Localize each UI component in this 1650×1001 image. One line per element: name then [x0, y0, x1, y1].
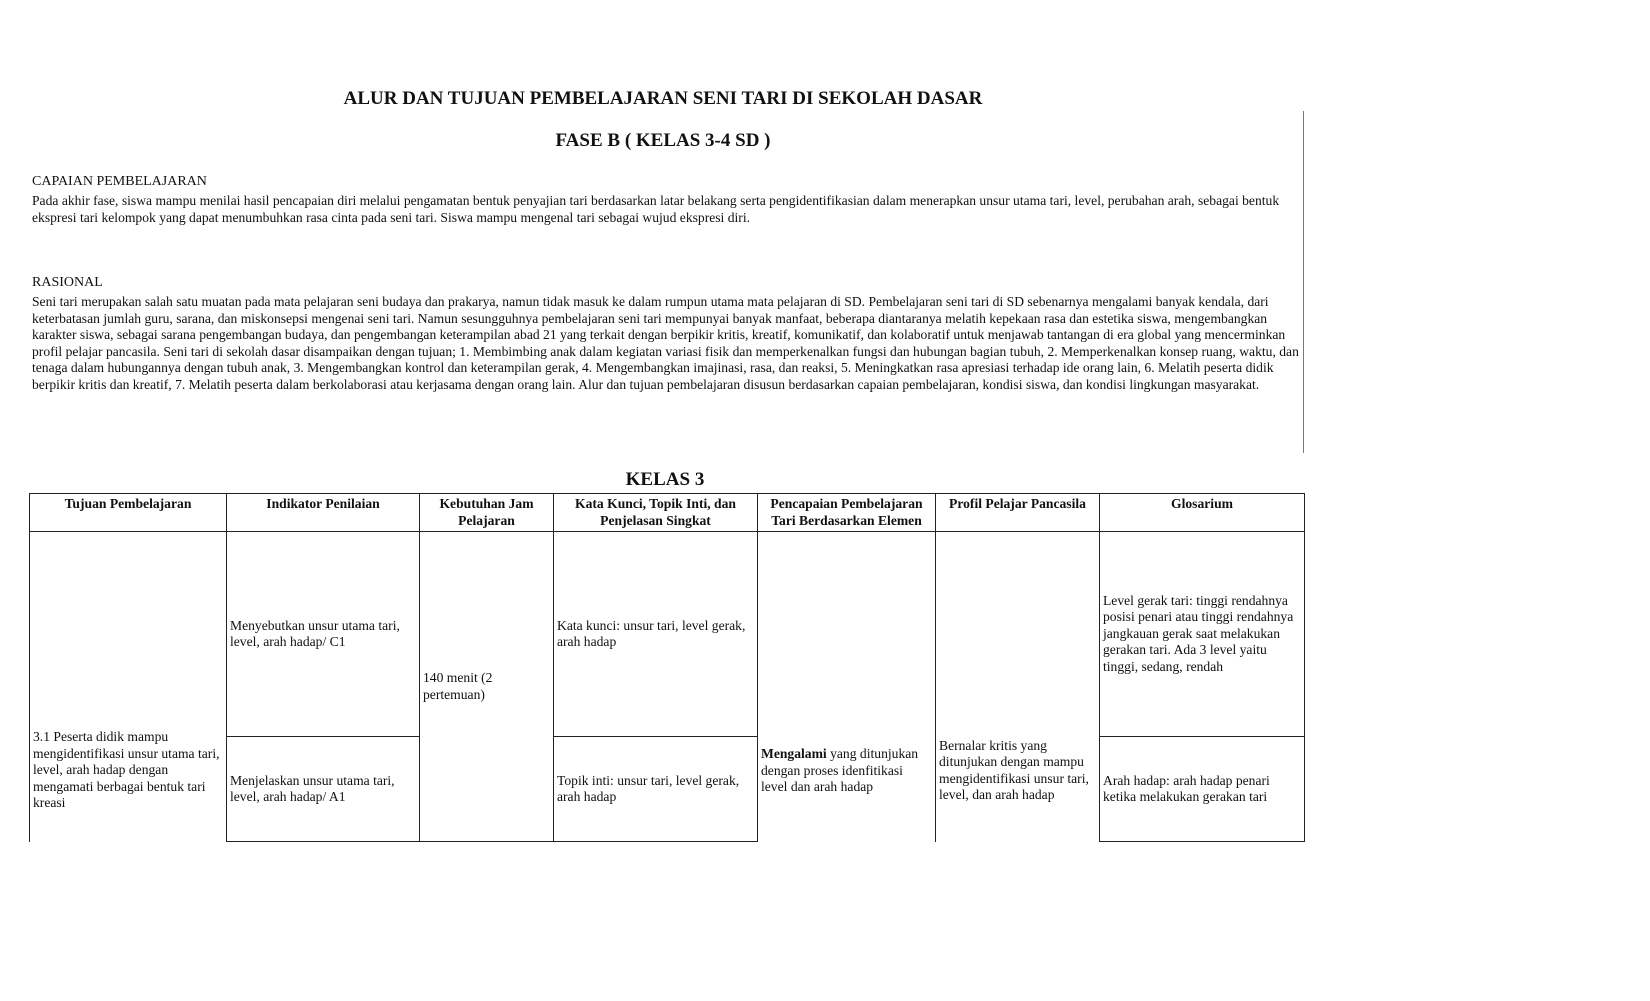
cell-tujuan: 3.1 Peserta didik mampu mengidentifikasi unsur utama tari, level, arah hadap dengan mengamati berbagai bentuk tari kreasi [30, 532, 227, 842]
table-header-row [30, 494, 1305, 532]
header-tujuan: Tujuan Pembelajaran [30, 494, 227, 532]
learning-objectives-table [29, 493, 1305, 842]
cell-pencapaian [758, 532, 936, 842]
cell-jam: 140 menit (2 pertemuan) [420, 532, 554, 842]
pencapaian-emphasis: Mengalami [761, 746, 827, 761]
header-glosarium: Glosarium [1100, 494, 1305, 532]
cell-profil: Bernalar kritis yang ditunjukan dengan mampu mengidentifikasi unsur tari, level, dan arah hadap [936, 532, 1100, 842]
cell-indikator-2: Menjelaskan unsur utama tari, level, arah hadap/ A1 [227, 737, 420, 842]
header-indikator: Indikator Penilaian [227, 494, 420, 532]
header-profil: Profil Pelajar Pancasila [936, 494, 1100, 532]
header-jam: Kebutuhan Jam Pelajaran [420, 494, 554, 532]
cell-glosarium-2: Arah hadap: arah hadap penari ketika melakukan gerakan tari [1100, 737, 1305, 842]
capaian-heading: CAPAIAN PEMBELAJARAN [32, 174, 207, 189]
table-row [30, 532, 1305, 737]
margin-divider [1303, 111, 1304, 453]
rasional-body: Seni tari merupakan salah satu muatan pada mata pelajaran seni budaya dan prakarya, namun tidak masuk ke dalam rumpun utama mata pelajaran di SD. Pembelajaran seni tari di SD sebenarnya mengalami banyak kendala, dari keterbatasan jumlah guru, sarana, dan miskonsepsi mengenai seni tari. Namun sesungguhnya pembelajaran seni tari mempunyai banyak manfaat, beberapa diantaranya melatih kepekaan rasa dan estetika siswa, mengembangkan karakter siswa, sebagai sarana pengembangan budaya, dan pengembangan keterampilan abad 21 yang terkait dengan berpikir kritis, kreatif, komunikatif, dan kolaboratif untuk menjawab tantangan di era global yang mencerminkan profil pelajar pancasila. Seni tari di sekolah dasar disampaikan dengan tujuan; 1. Membimbing anak dalam kegiatan variasi fisik dan memperkenalkan fungsi dan hubungan bagian tubuh, 2. Memperkenalkan konsep ruang, waktu, dan tenaga dalam hubungannya dengan tubuh anak, 3. Mengembangkan kontrol dan keterampilan gerak, 4. Mengembangkan imajinasi, rasa, dan reaksi, 5. Meningkatkan rasa apresiasi terhadap ide orang lain, 6. Melatih peserta didik berpikir kritis dan kreatif, 7. Melatih peserta dalam berkolaborasi atau kerjasama dengan orang lain. Alur dan tujuan pembelajaran disusun berdasarkan capaian pembelajaran, kondisi siswa, dan kondisi lingkungan masyarakat. [32, 294, 1299, 392]
cell-glosarium-1: Level gerak tari: tinggi rendahnya posisi penari atau tinggi rendahnya jangkauan gerak saat melakukan gerakan tari. Ada 3 level yaitu tinggi, sedang, rendah [1100, 532, 1305, 737]
header-pencapaian: Pencapaian Pembelajaran Tari Berdasarkan Elemen [758, 494, 936, 532]
kelas-heading: KELAS 3 [625, 469, 705, 490]
capaian-body: Pada akhir fase, siswa mampu menilai hasil pencapaian diri melalui pengamatan bentuk penyajian tari berdasarkan latar belakang serta pengidentifikasian dalam menerapkan unsur utama tari, level, perubahan arah, sebagai bentuk ekspresi tari kelompok yang dapat menumbuhkan rasa cinta pada seni tari. Siswa mampu mengenal tari sebagai wujud ekspresi diri. [32, 193, 1280, 225]
cell-kata-kunci-2: Topik inti: unsur tari, level gerak, arah hadap [554, 737, 758, 842]
cell-kata-kunci-1: Kata kunci: unsur tari, level gerak, arah hadap [554, 532, 758, 737]
document-title: ALUR DAN TUJUAN PEMBELAJARAN SENI TARI DI SEKOLAH DASAR [343, 88, 983, 109]
pencapaian-text: yang ditunjukan dengan proses idenfitikasi level dan arah hadap [761, 746, 919, 794]
document-subtitle: FASE B ( KELAS 3-4 SD ) [555, 130, 771, 151]
cell-indikator-1: Menyebutkan unsur utama tari, level, arah hadap/ C1 [227, 532, 420, 737]
header-kata-kunci: Kata Kunci, Topik Inti, dan Penjelasan Singkat [554, 494, 758, 532]
rasional-heading: RASIONAL [32, 275, 103, 290]
